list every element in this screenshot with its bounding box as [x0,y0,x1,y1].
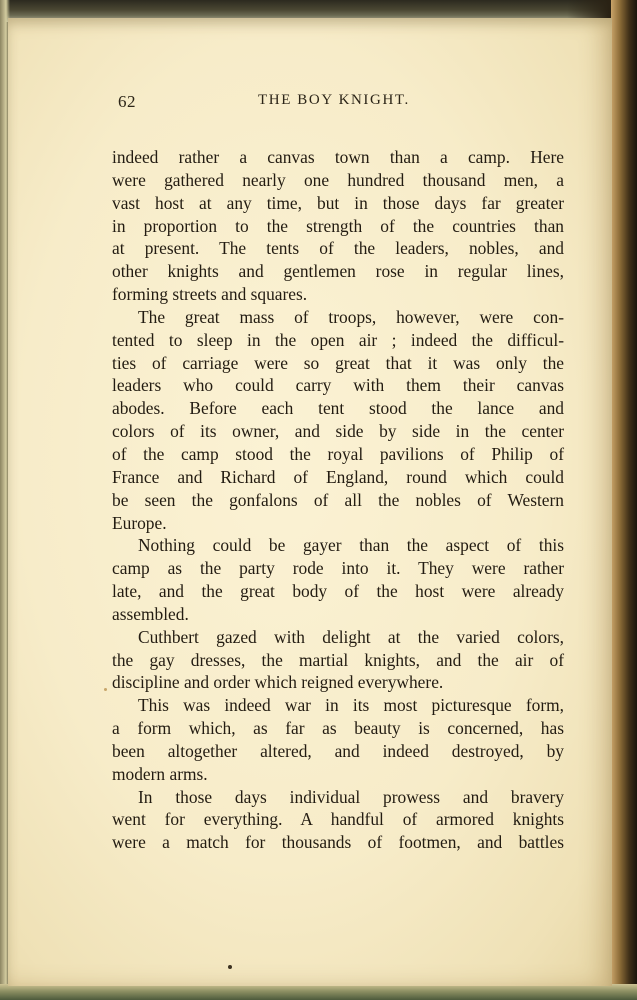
text-line: indeed rather a canvas town than a camp. Here [112,147,564,167]
text-line: In those days individual prowess and bravery [138,786,564,807]
page-number: 62 [118,92,136,111]
text-line: in proportion to the strength of the countries than [112,215,564,236]
text-line: at present. The tents of the leaders, nobles, and [112,238,564,259]
text-line: Cuthbert gazed with delight at the varied colors, [138,626,564,647]
text-line: modern arms. [112,763,208,784]
text-line: discipline and order which reigned everywhere. [112,672,444,693]
text-line: France and Richard of England, round which could [112,466,564,487]
page-header [112,92,552,116]
text-line: camp as the party rode into it. They were rather [112,558,564,579]
book-bottom-edge [0,984,637,1000]
text-line: of the camp stood the royal pavilions of Philip of [112,443,564,464]
text-line: be seen the gonfalons of all the nobles of Western [112,489,564,510]
text-line: the gay dresses, the martial knights, and the air of [112,649,564,670]
text-line: were a match for thousands of footmen, and battles [112,832,564,853]
book-right-edge [611,0,637,1000]
text-line: leaders who could carry with them their canvas [112,375,564,396]
ink-speck [228,965,232,969]
text-line: abodes. Before each tent stood the lance and [112,398,564,419]
text-line: The great mass of troops, however, were con- [138,306,564,327]
text-line: tented to sleep in the open air ; indeed the difficul- [112,329,564,350]
text-line: were gathered nearly one hundred thousand men, a [112,169,564,190]
margin-speck [104,688,107,691]
text-line: forming streets and squares. [112,284,308,305]
text-line: went for everything. A handful of armored knights [112,809,564,830]
text-line: a form which, as far as beauty is concerned, has [112,718,564,739]
text-line: been altogether altered, and indeed destroyed, by [112,740,564,761]
text-line: assembled. [112,603,189,624]
running-head: THE BOY KNIGHT. [258,92,410,108]
body-text [112,146,564,854]
text-line: Nothing could be gayer than the aspect of this [138,535,564,556]
text-line: Europe. [112,512,167,533]
text-line: colors of its owner, and side by side in the center [112,421,564,442]
text-line: other knights and gentlemen rose in regular lines, [112,261,564,282]
text-line: This was indeed war in its most picturesque form, [138,695,564,716]
text-line: ties of carriage were so great that it was only the [112,352,564,373]
text-line: vast host at any time, but in those days far greater [112,192,564,213]
text-line: late, and the great body of the host were already [112,581,564,602]
